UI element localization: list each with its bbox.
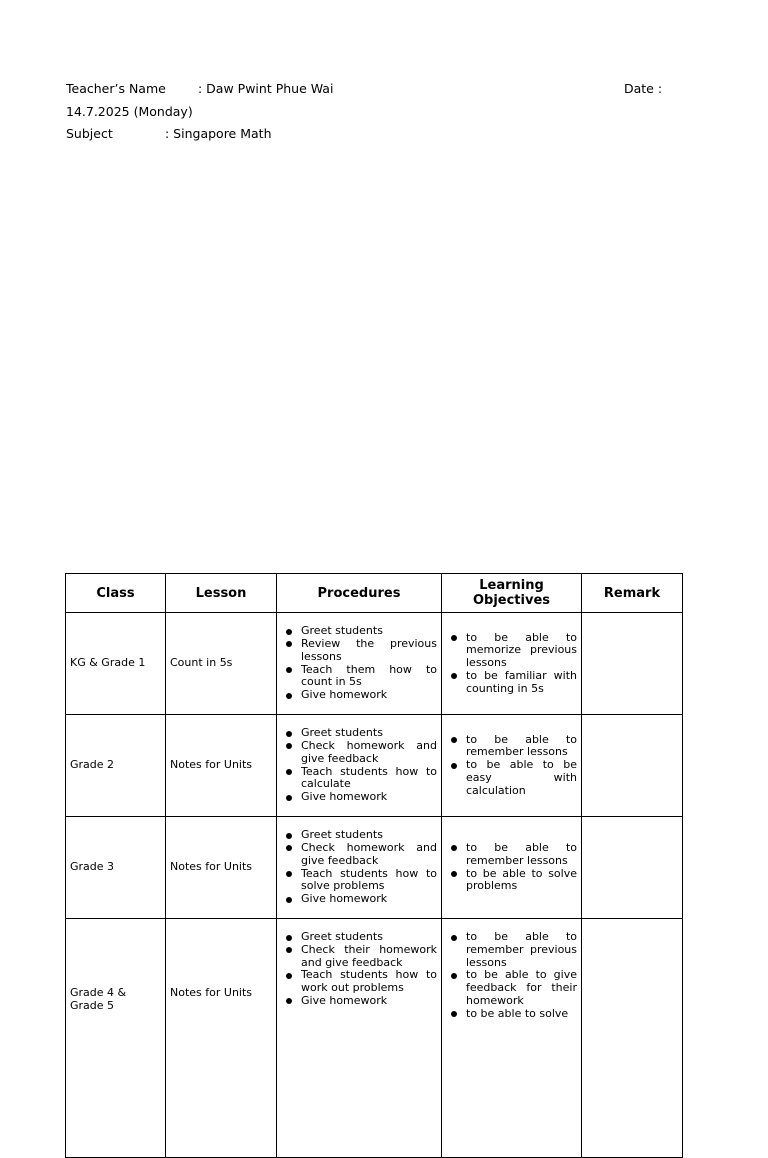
objective-item: to be able to remember lessons (446, 734, 577, 760)
learning-objectives-line-1: Learning (479, 578, 544, 593)
procedure-item: Give homework (281, 689, 437, 702)
date-value: 14.7.2025 (Monday) (66, 104, 193, 119)
column-header-lesson: Lesson (166, 574, 277, 613)
objectives-cell (442, 613, 582, 715)
procedure-item: Give homework (281, 791, 437, 804)
lesson-cell: Count in 5s (166, 613, 277, 715)
procedure-item: Teach students how to solve problems (281, 868, 437, 894)
procedures-cell (277, 919, 442, 1158)
table-row (66, 613, 683, 715)
teacher-name-value: : Daw Pwint Phue Wai (198, 81, 334, 96)
class-cell-line-1: Grade 4 & (70, 986, 127, 999)
procedure-item: Check their homework and give feedback (281, 944, 437, 970)
column-header-learning-objectives (442, 574, 582, 613)
class-cell: KG & Grade 1 (66, 613, 166, 715)
procedure-item: Greet students (281, 829, 437, 842)
procedure-item: Teach students how to work out problems (281, 969, 437, 995)
objectives-cell (442, 817, 582, 919)
procedure-item: Teach them how to count in 5s (281, 664, 437, 690)
objectives-cell (442, 919, 582, 1158)
procedure-item: Greet students (281, 727, 437, 740)
subject-line (66, 126, 272, 141)
lesson-cell: Notes for Units (166, 919, 277, 1158)
class-cell: Grade 2 (66, 715, 166, 817)
procedure-item: Review the previous lessons (281, 638, 437, 664)
objective-item: to be able to solve (446, 1008, 577, 1021)
procedure-item: Check homework and give feedback (281, 740, 437, 766)
procedure-item: Teach students how to calculate (281, 766, 437, 792)
objective-item: to be able to remember lessons (446, 842, 577, 868)
column-header-remark: Remark (582, 574, 683, 613)
class-cell-line-2: Grade 5 (70, 998, 115, 1012)
objective-item: to be able to solve problems (446, 868, 577, 894)
objective-item: to be familiar with counting in 5s (446, 670, 577, 696)
procedure-item: Give homework (281, 893, 437, 906)
procedure-item: Give homework (281, 995, 437, 1008)
table-row (66, 817, 683, 919)
remark-cell (582, 919, 683, 1158)
class-cell (66, 919, 166, 1158)
procedures-cell (277, 613, 442, 715)
remark-cell (582, 715, 683, 817)
objective-item: to be able to give feedback for their homework (446, 969, 577, 1007)
remark-cell (582, 613, 683, 715)
table-row (66, 715, 683, 817)
teacher-name-label: Teacher’s Name (66, 81, 166, 96)
lesson-cell: Notes for Units (166, 715, 277, 817)
lesson-cell: Notes for Units (166, 817, 277, 919)
objectives-cell (442, 715, 582, 817)
objective-item: to be able to be easy with calculation (446, 759, 577, 797)
column-header-procedures: Procedures (277, 574, 442, 613)
remark-cell (582, 817, 683, 919)
procedure-item: Greet students (281, 931, 437, 944)
objective-item: to be able to remember previous lessons (446, 931, 577, 969)
table-header-row (66, 574, 683, 613)
subject-value: : Singapore Math (165, 126, 272, 141)
subject-label: Subject (66, 126, 113, 141)
teacher-name-line (66, 81, 333, 96)
procedures-cell (277, 817, 442, 919)
column-header-class: Class (66, 574, 166, 613)
table-row (66, 919, 683, 1158)
procedures-cell (277, 715, 442, 817)
procedure-item: Greet students (281, 625, 437, 638)
learning-objectives-line-2: Objectives (472, 593, 551, 608)
lesson-plan-table (65, 573, 683, 1158)
procedure-item: Check homework and give feedback (281, 842, 437, 868)
class-cell: Grade 3 (66, 817, 166, 919)
objective-item: to be able to memorize previous lessons (446, 632, 577, 670)
date-label: Date : (624, 81, 663, 96)
